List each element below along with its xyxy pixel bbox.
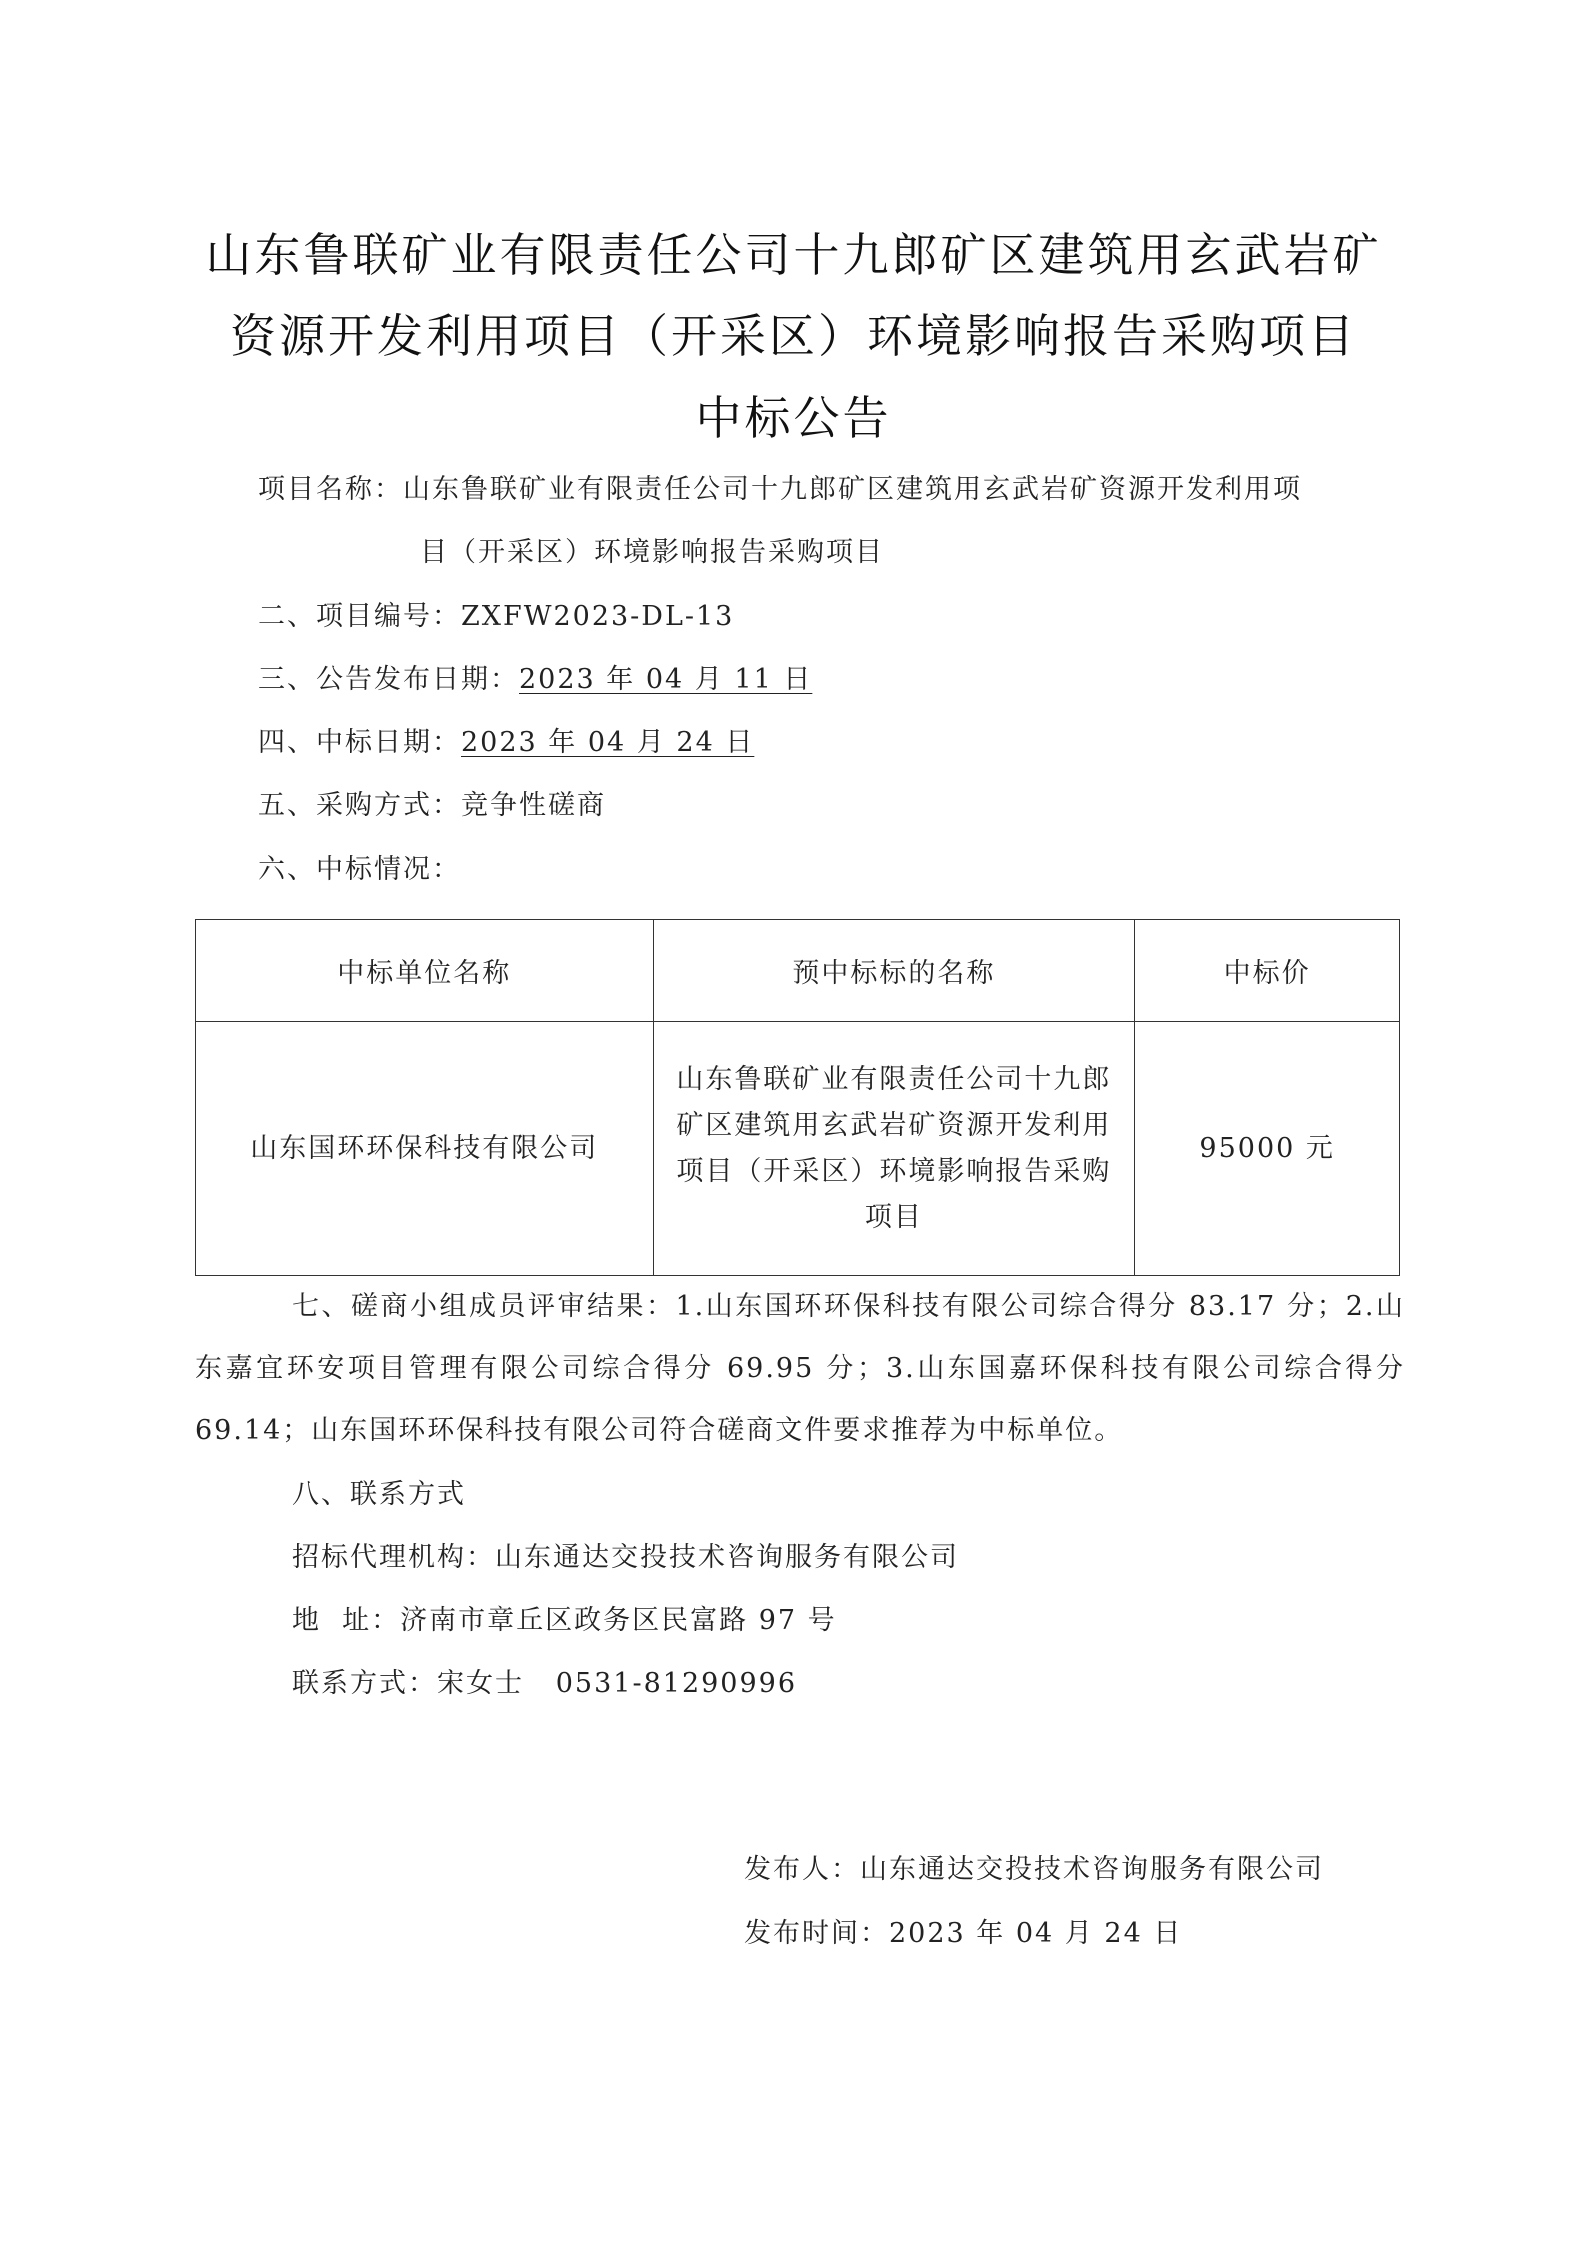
project-number-value: ZXFW2023-DL-13 <box>461 601 735 632</box>
award-table-header-price: 中标价 <box>1135 920 1400 1022</box>
project-name-value-part-1: 山东鲁联矿业有限责任公司十九郎矿区建筑用玄武岩矿资源开发利用项 <box>403 474 1302 505</box>
award-table-price-cell: 95000 元 <box>1135 1022 1400 1276</box>
award-date-label: 四、中标日期： <box>258 727 461 758</box>
table-row <box>196 1022 1400 1276</box>
project-name-value-part-2: 目（开采区）环境影响报告采购项目 <box>420 537 884 568</box>
award-table-winner-cell: 山东国环环保科技有限公司 <box>196 1022 654 1276</box>
award-table-subject-cell: 山东鲁联矿业有限责任公司十九郎矿区建筑用玄武岩矿资源开发利用项目（开采区）环境影响报告采购项目 <box>653 1022 1135 1276</box>
contact-address: 地 址：济南市章丘区政务区民富路 97 号 <box>292 1605 837 1636</box>
review-result-paragraph: 七、磋商小组成员评审结果：1.山东国环环保科技有限公司综合得分 83.17 分；2.山东嘉宜环安项目管理有限公司综合得分 69.95 分；3.山东国嘉环保科技有限公司综合得分 69.14；山东国环环保科技有限公司符合磋商文件要求推荐为中标单位。 <box>195 1291 1405 1446</box>
publisher-line: 发布人：山东通达交投技术咨询服务有限公司 <box>744 1854 1324 1885</box>
procurement-method-label: 五、采购方式： <box>258 790 461 821</box>
contact-phone: 联系方式：宋女士 0531-81290996 <box>292 1668 798 1699</box>
document-title-line-2: 资源开发利用项目（开采区）环境影响报告采购项目 <box>230 309 1357 363</box>
project-number-label: 二、项目编号： <box>258 601 461 632</box>
contact-agency: 招标代理机构：山东通达交投技术咨询服务有限公司 <box>292 1542 959 1573</box>
award-date-row <box>258 723 754 763</box>
publish-date-value: 2023 年 04 月 11 日 <box>519 664 813 695</box>
publish-date-label: 三、公告发布日期： <box>258 664 519 695</box>
project-number-row <box>258 597 734 637</box>
award-table-header-winner: 中标单位名称 <box>196 920 654 1022</box>
project-name-line-1 <box>258 470 1302 510</box>
project-name-label: 项目名称： <box>258 474 403 505</box>
publish-time-line: 发布时间：2023 年 04 月 24 日 <box>744 1918 1183 1949</box>
procurement-method-row <box>258 786 606 826</box>
procurement-method-value: 竞争性磋商 <box>461 790 606 821</box>
publish-date-row <box>258 660 812 700</box>
document-title-line-3: 中标公告 <box>695 391 892 445</box>
award-table-header-row <box>196 920 1400 1022</box>
contact-heading: 八、联系方式 <box>292 1479 466 1510</box>
award-status-label: 六、中标情况： <box>258 854 461 885</box>
document-title-line-1: 山东鲁联矿业有限责任公司十九郎矿区建筑用玄武岩矿 <box>205 228 1382 282</box>
award-table-header-subject: 预中标标的名称 <box>653 920 1135 1022</box>
award-date-value: 2023 年 04 月 24 日 <box>461 727 755 758</box>
award-table <box>195 919 1400 1276</box>
